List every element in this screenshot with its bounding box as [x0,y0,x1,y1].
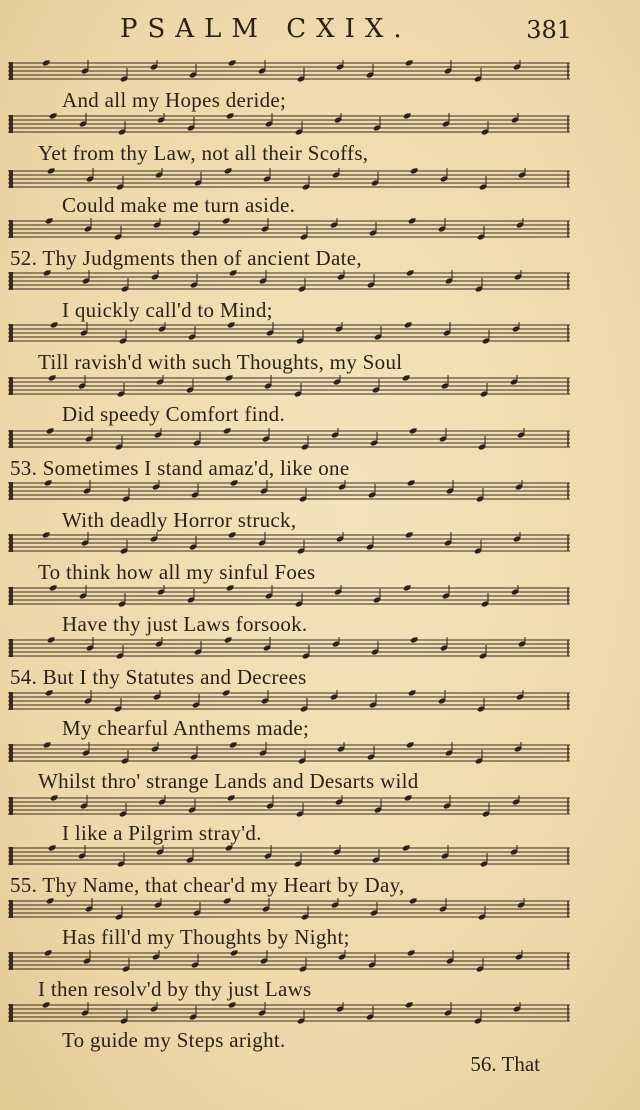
music-staff [6,428,572,450]
music-staff [6,168,572,190]
music-staff [6,480,572,502]
music-staff [6,585,572,607]
lyric-line: To think how all my sinful Foes [38,560,316,584]
lyric-line: I like a Pilgrim stray'd. [62,821,262,845]
lyric-line: To guide my Steps aright. [62,1028,286,1052]
lyric-line: Till ravish'd with such Thoughts, my Soul [38,350,403,374]
music-staff [6,218,572,240]
music-staff [6,845,572,867]
music-staff [6,690,572,712]
lyric-line: 53. Sometimes I stand amaz'd, like one [10,456,350,480]
lyric-line: 52. Thy Judgments then of ancient Date, [10,246,362,270]
music-staff [6,637,572,659]
lyric-line: Could make me turn aside. [62,193,296,217]
lyric-line: Did speedy Comfort find. [62,402,286,426]
music-staff [6,270,572,292]
lyric-line: I quickly call'd to Mind; [62,298,273,322]
music-staff [6,950,572,972]
lyric-line: My chearful Anthems made; [62,716,310,740]
lyric-line: 54. But I thy Statutes and Decrees [10,665,307,689]
lyric-line: Whilst thro' strange Lands and Desarts wild [38,769,419,793]
music-staff [6,532,572,554]
lyric-line: Have thy just Laws forsook. [62,612,308,636]
music-staff [6,795,572,817]
lyric-line: 55. Thy Name, that chear'd my Heart by Day, [10,873,405,897]
music-staff [6,322,572,344]
lyric-line: I then resolv'd by thy just Laws [38,977,312,1001]
catchword: 56. That [470,1052,540,1076]
music-staff [6,113,572,135]
page-header [0,14,640,48]
lyric-line: And all my Hopes deride; [62,88,287,112]
lyric-line: Has fill'd my Thoughts by Night; [62,925,350,949]
music-staff [6,375,572,397]
music-staff [6,1002,572,1024]
music-staff [6,898,572,920]
music-staff [6,60,572,82]
running-head: PSALM CXIX. [120,14,412,44]
page-number: 381 [526,16,572,44]
music-staff [6,742,572,764]
lyric-line: Yet from thy Law, not all their Scoffs, [38,141,369,165]
lyric-line: With deadly Horror struck, [62,508,297,532]
